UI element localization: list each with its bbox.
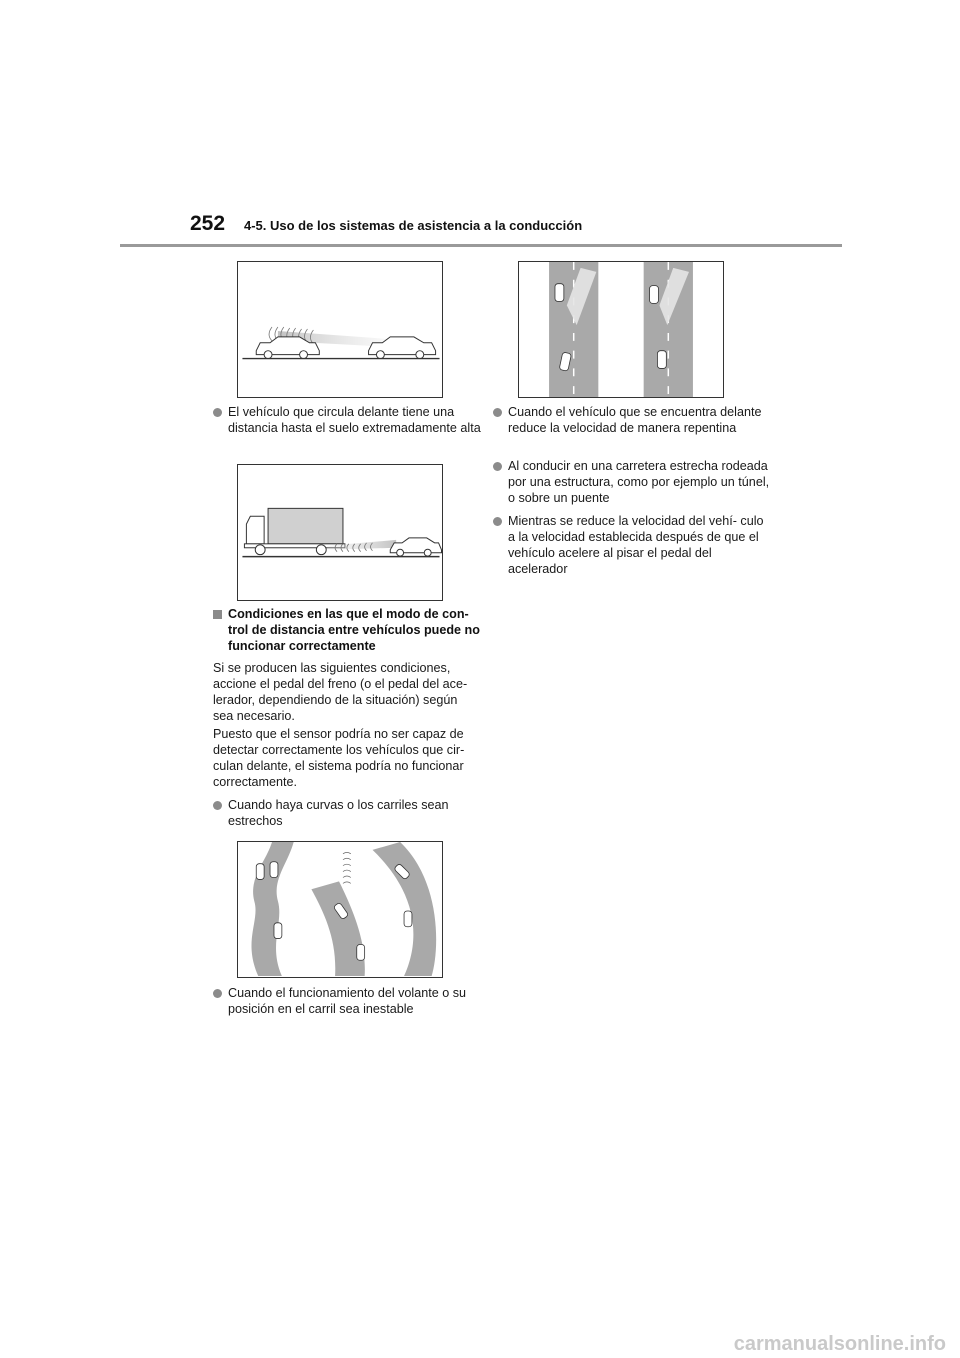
figure-truck <box>237 464 443 601</box>
paragraph-brake-advice: Si se producen las siguientes condiciones, accione el pedal del freno (o el pedal del ace- lerador, dependiendo de la situación) según sea necesario. <box>213 661 468 723</box>
header-divider <box>120 244 842 247</box>
bullet-high-clearance: El vehículo que circula delante tiene una distancia hasta el suelo extremadamente alta <box>213 404 488 436</box>
bullet-dot <box>493 462 502 471</box>
paragraph-sensor-warning: Puesto que el sensor podría no ser capaz de detectar correctamente los vehículos que cir- culan delante, el sistema podría no funcionar correctamente. <box>213 727 465 789</box>
illustration-two-cars <box>238 262 442 397</box>
bullet-narrow-road: Al conducir en una carretera estrecha rodeada por una estructura, como por ejemplo un túnel, o sobre un puente <box>493 458 770 506</box>
watermark: carmanualsonline.info <box>733 1333 946 1355</box>
bullet-accelerate: Mientras se reduce la velocidad del vehí- culo a la velocidad establecida después de que el vehículo acelere al pisar el pedal del acelerador <box>493 513 770 577</box>
illustration-curved-roads <box>238 842 442 977</box>
car-own-icon <box>390 538 441 556</box>
section-title: 4-5. Uso de los sistemas de asistencia a la conducción <box>244 218 583 233</box>
bullet-dot <box>493 408 502 417</box>
bullet-dot <box>493 517 502 526</box>
illustration-truck-and-car <box>238 465 442 600</box>
bullet-dot <box>213 989 222 998</box>
car-icon <box>404 911 412 927</box>
figure-high-clearance-vehicle <box>237 261 443 398</box>
figure-sudden-deceleration <box>518 261 724 398</box>
car-ahead-icon <box>555 284 564 302</box>
car-own-icon <box>657 351 666 369</box>
bullet-steering: Cuando el funcionamiento del volante o su posición en el carril sea inestable <box>213 985 488 1017</box>
car-ahead-icon <box>650 286 659 304</box>
car-icon <box>274 923 282 939</box>
figure-curves <box>237 841 443 978</box>
bullet-curves: Cuando haya curvas o los carriles sean estrechos <box>213 797 488 829</box>
truck-cab-icon <box>246 516 264 544</box>
page-number: 252 <box>190 212 226 235</box>
bullet-dot <box>213 801 222 810</box>
bullet-sudden-decel: Cuando el vehículo que se encuentra delante reduce la velocidad de manera repentina <box>493 404 770 436</box>
car-icon <box>270 862 278 878</box>
square-bullet <box>213 610 222 619</box>
subheading-conditions: Condiciones en las que el modo de con- trol de distancia entre vehículos puede no funcionar correctamente <box>213 606 488 654</box>
bullet-dot <box>213 408 222 417</box>
illustration-straight-roads <box>519 262 723 397</box>
car-icon <box>256 864 264 880</box>
truck-box-icon <box>268 508 343 543</box>
car-icon <box>357 944 365 960</box>
